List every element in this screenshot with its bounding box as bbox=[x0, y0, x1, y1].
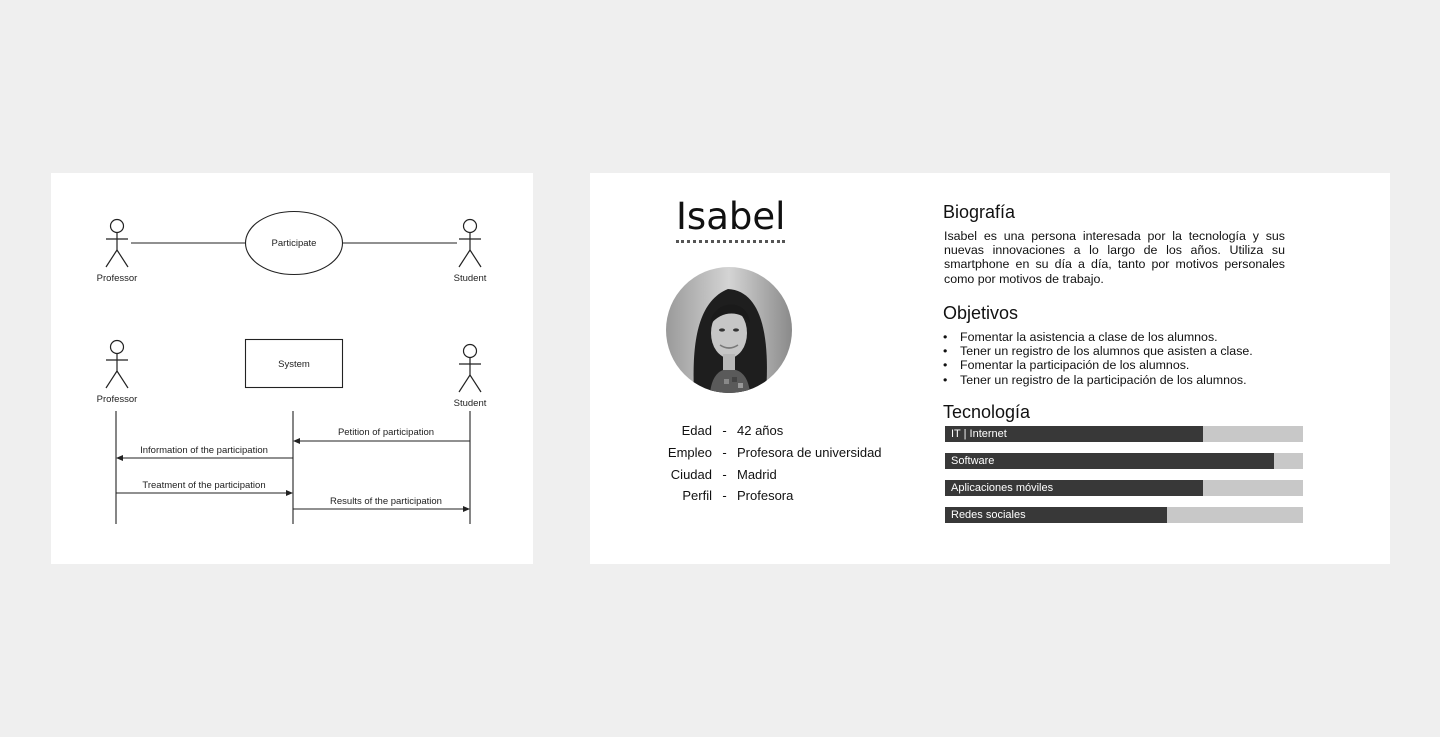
fact-label: Edad bbox=[681, 423, 712, 439]
bio-text: Isabel es una persona interesada por la tecnología y sus nuevas innovaciones a lo largo de los años. Utiliza su smartphone en su día a día, tanto por motivos personales como por motivos de trabajo. bbox=[944, 229, 1285, 286]
actor-professor-label: Professor bbox=[96, 273, 138, 284]
bio-title: Biografía bbox=[943, 202, 1016, 222]
tech-bar-label: Redes sociales bbox=[951, 509, 1026, 521]
goal-text: Fomentar la asistencia a clase de los alumnos. bbox=[960, 330, 1218, 344]
msg-treatment-label: Treatment of the participation bbox=[142, 480, 266, 491]
goal-text: Tener un registro de la participación de los alumnos. bbox=[960, 372, 1247, 387]
fact-separator: - bbox=[722, 445, 727, 461]
bullet: • bbox=[943, 358, 948, 373]
bullet: • bbox=[943, 372, 948, 387]
actor-professor-sequence bbox=[106, 341, 128, 389]
bullet: • bbox=[943, 344, 948, 359]
list-item bbox=[943, 373, 1253, 387]
msg-information-arrowhead bbox=[116, 455, 123, 461]
fact-row-city bbox=[650, 463, 882, 485]
list-item bbox=[943, 358, 1253, 372]
tech-bar-label: Software bbox=[951, 455, 995, 467]
persona-facts bbox=[650, 420, 882, 507]
fact-separator: - bbox=[722, 423, 727, 439]
fact-label: Ciudad bbox=[670, 466, 712, 482]
use-case-label: Participate bbox=[271, 238, 317, 249]
fact-value: 42 años bbox=[737, 423, 784, 439]
actor-student-sequence bbox=[459, 345, 481, 393]
fact-value: Profesora bbox=[737, 488, 794, 504]
msg-petition-label: Petition of participation bbox=[337, 427, 435, 438]
fact-separator: - bbox=[722, 488, 727, 504]
fact-row-profile bbox=[650, 485, 882, 507]
msg-results-arrowhead bbox=[463, 506, 470, 512]
fact-value: Profesora de universidad bbox=[737, 445, 882, 461]
actor-professor-usecase bbox=[106, 220, 128, 268]
uml-diagram bbox=[51, 173, 533, 564]
msg-information-label: Information of the participation bbox=[140, 445, 268, 456]
actor-student-label: Student bbox=[453, 273, 487, 284]
list-item bbox=[943, 330, 1253, 344]
msg-treatment-arrowhead bbox=[286, 490, 293, 496]
fact-separator: - bbox=[722, 466, 727, 482]
uml-diagram-card bbox=[51, 173, 533, 564]
actor-student-usecase bbox=[459, 220, 481, 268]
tech-bar-label: IT | Internet bbox=[951, 428, 1007, 440]
fact-label: Empleo bbox=[667, 445, 712, 461]
tech-bar-social bbox=[945, 507, 1303, 523]
msg-petition-arrowhead bbox=[293, 438, 300, 444]
msg-results-label: Results of the participation bbox=[330, 496, 442, 507]
fact-value: Madrid bbox=[737, 466, 777, 482]
tech-bar-internet bbox=[945, 426, 1303, 442]
fact-row-job bbox=[650, 442, 882, 464]
tech-bar-label: Aplicaciones móviles bbox=[951, 482, 1054, 494]
seq-professor-label: Professor bbox=[96, 394, 138, 405]
system-label: System bbox=[278, 359, 310, 370]
fact-row-age bbox=[650, 420, 882, 442]
avatar bbox=[666, 267, 792, 393]
seq-student-label: Student bbox=[453, 398, 487, 409]
goals-title: Objetivos bbox=[943, 303, 1019, 323]
tech-title: Tecnología bbox=[943, 402, 1031, 422]
persona-name: Isabel bbox=[676, 195, 785, 243]
tech-bar-mobile-apps bbox=[945, 480, 1303, 496]
goal-text: Tener un registro de los alumnos que asisten a clase. bbox=[960, 344, 1253, 359]
fact-label: Perfil bbox=[682, 488, 712, 504]
goals-list bbox=[943, 330, 1253, 387]
persona-card bbox=[590, 173, 1390, 564]
goal-text: Fomentar la participación de los alumnos. bbox=[960, 358, 1190, 373]
avatar-photo bbox=[666, 267, 792, 393]
list-item bbox=[943, 344, 1253, 358]
bullet: • bbox=[943, 330, 948, 344]
tech-bar-software bbox=[945, 453, 1303, 469]
